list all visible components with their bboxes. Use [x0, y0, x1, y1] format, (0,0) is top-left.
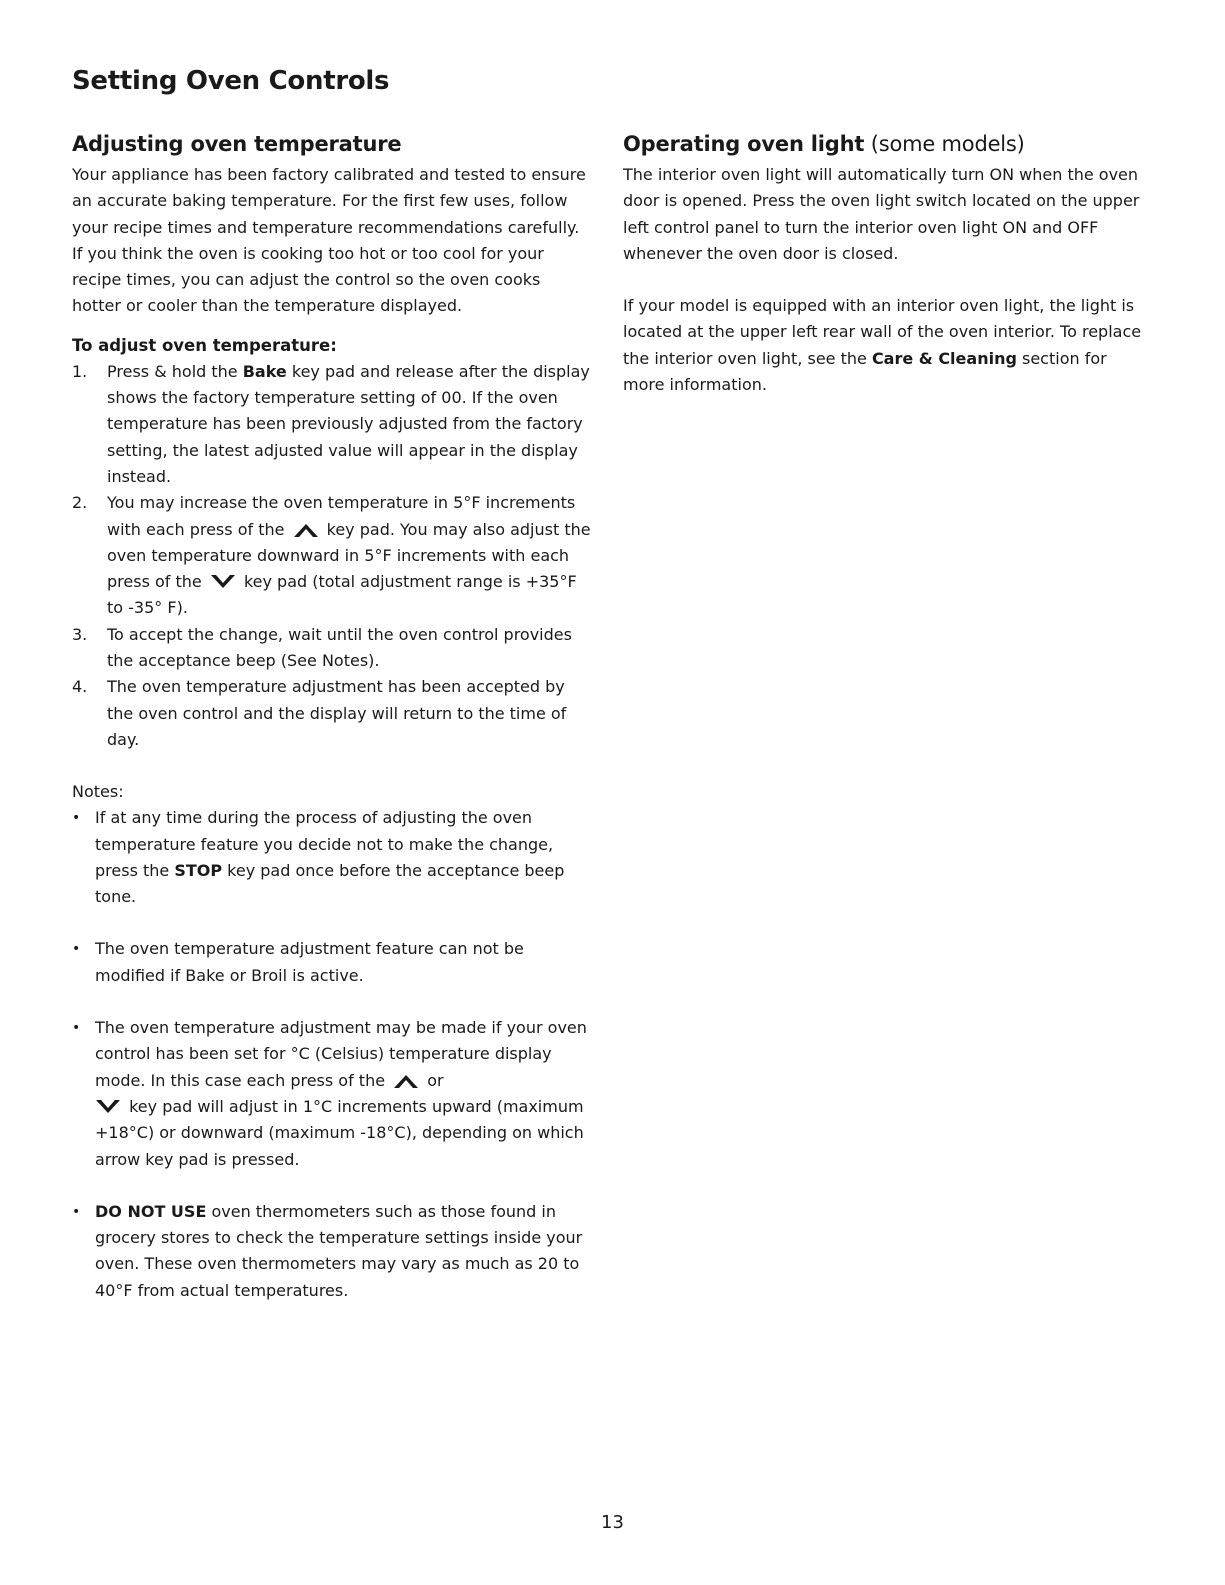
steps-list: [72, 359, 592, 753]
heading-light: (some models): [864, 132, 1025, 156]
note-text: or: [427, 1070, 444, 1090]
note-1: [72, 805, 592, 910]
note-text: The oven temperature adjustment may be made if your oven control has been set for °C (Celsius) temperature display mode. In this case each press of the: [95, 1018, 587, 1090]
step-1: [72, 359, 592, 490]
do-not-use-keyword: DO NOT USE: [95, 1201, 207, 1221]
bake-keyword: Bake: [242, 361, 287, 381]
up-arrow-icon: [393, 1073, 419, 1089]
step-text: key pad (total adjustment range is +35°F to -35° F).: [107, 572, 577, 618]
step-text: To accept the change, wait until the oven control provides the acceptance beep (See Notes).: [107, 624, 572, 671]
step-number: 1.: [72, 361, 88, 381]
note-4: [72, 1199, 592, 1304]
note-text: key pad will adjust in 1°C increments upward (maximum +18°C) or downward (maximum -18°C), depending on which arrow key pad is pressed.: [95, 1096, 584, 1169]
step-number: 4.: [72, 677, 88, 697]
note-text: oven thermometers such as those found in grocery stores to check the temperature settings inside your oven. These oven thermometers may vary as much as 20 to 40°F from actual temperatures.: [95, 1201, 583, 1300]
intro-paragraph: Your appliance has been factory calibrated and tested to ensure an accurate baking temperature. For the first few uses, follow your recipe times and temperature recommendations carefully. If you think the oven is cooking too hot or too cool for your recipe times, you can adjust the control so the oven cooks hotter or cooler than the temperature displayed.: [72, 165, 586, 316]
bullet-icon: •: [72, 1203, 81, 1220]
step-number: 3.: [72, 624, 88, 644]
page-number: 13: [601, 1512, 624, 1533]
page-title: Setting Oven Controls: [72, 66, 390, 96]
notes-list: [72, 805, 592, 1304]
note-text: If at any time during the process of adjusting the oven temperature feature you decide not to make the change, press the: [95, 808, 554, 880]
step-number: 2.: [72, 493, 88, 513]
bullet-icon: •: [72, 810, 81, 827]
step-text: key pad and release after the display shows the factory temperature setting of 00. If the oven temperature has been previously adjusted from the factory setting, the latest adjusted value will appear in the display instead.: [107, 361, 590, 486]
up-arrow-icon: [293, 522, 319, 538]
note-3: [72, 1015, 592, 1173]
notes-label: Notes:: [72, 782, 124, 802]
bullet-icon: •: [72, 941, 81, 958]
heading-bold: Operating oven light: [623, 132, 865, 156]
step-2: [72, 490, 592, 621]
step-text: You may increase the oven temperature in 5°F increments with each press of the: [107, 493, 576, 539]
light-paragraph-1: The interior oven light will automatically turn ON when the oven door is opened. Press the oven light switch located on the upper left control panel to turn the interior oven light ON and OFF whenever the oven door is closed.: [623, 165, 1140, 263]
care-cleaning-keyword: Care & Cleaning: [871, 348, 1017, 368]
left-column: [72, 132, 592, 1330]
step-text: key pad. You may also adjust the oven temperature downward in 5°F increments with each press of the: [107, 519, 591, 592]
step-4: [72, 674, 592, 753]
note-2: [72, 936, 592, 989]
step-text: The oven temperature adjustment has been accepted by the oven control and the display will return to the time of day.: [107, 677, 567, 749]
bullet-icon: •: [72, 1020, 81, 1037]
down-arrow-icon: [210, 574, 236, 590]
step-3: [72, 622, 592, 675]
section-heading-temperature: Adjusting oven temperature: [72, 132, 402, 156]
steps-subheading: To adjust oven temperature:: [72, 335, 337, 355]
section-heading-light: [623, 132, 1153, 156]
stop-keyword: STOP: [174, 860, 223, 880]
para-text: section for more information.: [623, 348, 1107, 395]
down-arrow-icon: [95, 1099, 121, 1115]
light-paragraph-2: [623, 293, 1153, 398]
para-text: If your model is equipped with an interior oven light, the light is located at the upper left rear wall of the oven interior. To replace the interior oven light, see the: [623, 296, 1142, 368]
right-column: [623, 132, 1153, 398]
note-text: The oven temperature adjustment feature can not be modified if Bake or Broil is active.: [95, 939, 524, 985]
note-text: key pad once before the acceptance beep tone.: [95, 860, 565, 907]
step-text: Press & hold the: [107, 361, 243, 381]
